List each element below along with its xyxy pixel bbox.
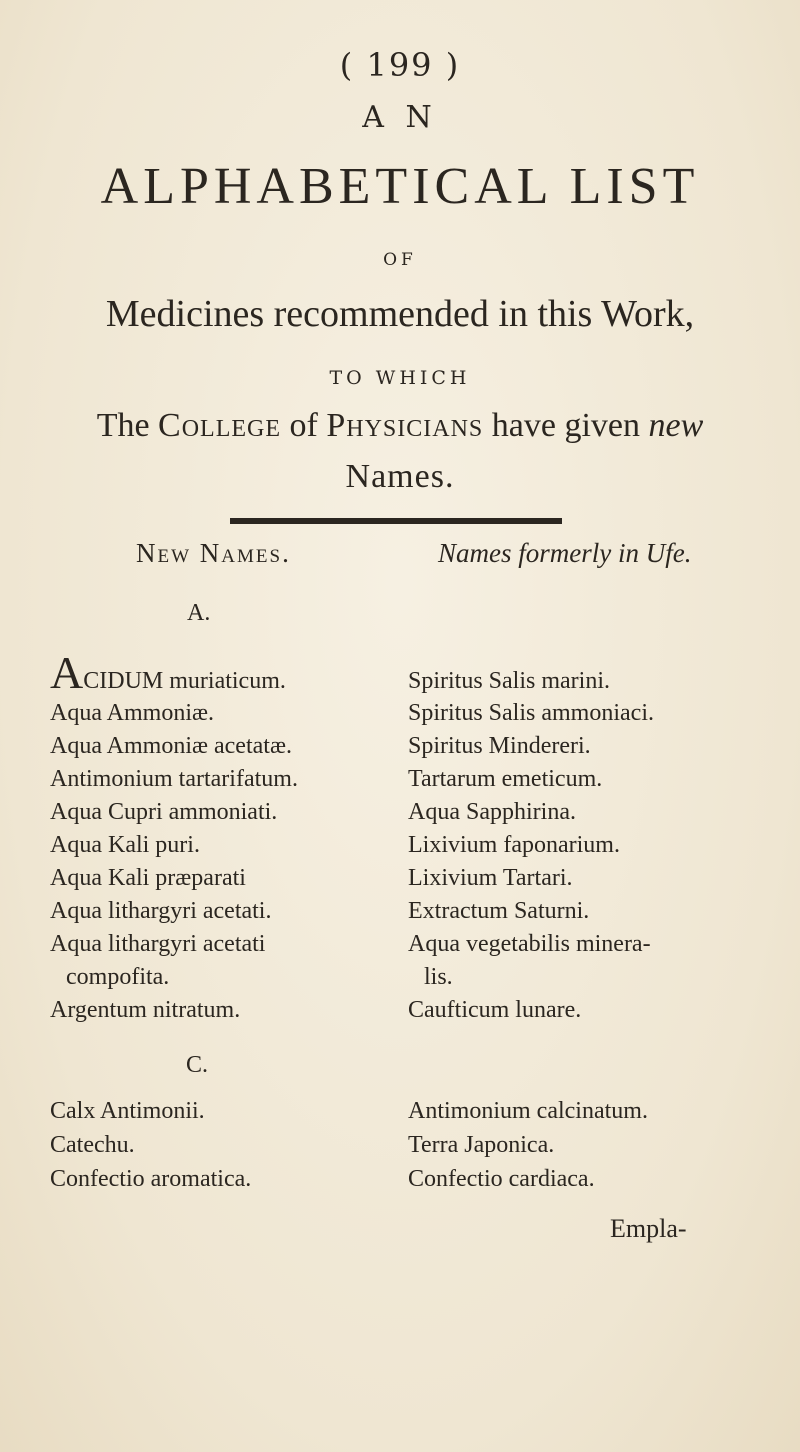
- list-item-new: Calx Antimonii.: [50, 1098, 205, 1124]
- page-title: ALPHABETICAL LIST: [100, 158, 700, 215]
- column-heading-old: Names formerly in Ufe.: [438, 538, 692, 568]
- list-item-new: Catechu.: [50, 1132, 135, 1158]
- list-item-new: Aqua Cupri ammoniati.: [50, 799, 278, 825]
- column-heading-new: New Names.: [136, 538, 291, 568]
- college-word: College: [158, 407, 282, 444]
- list-item-new: Aqua Ammoniæ acetatæ.: [50, 733, 292, 759]
- entry-new-rest: CIDUM muriaticum.: [83, 668, 286, 694]
- physicians-word: Physicians: [326, 407, 484, 444]
- list-item-new: Confectio aromatica.: [50, 1166, 252, 1192]
- list-item-new: Aqua lithargyri acetati.: [50, 898, 272, 924]
- list-item-new: Antimonium tartarifatum.: [50, 766, 298, 792]
- section-letter-c: C.: [186, 1052, 209, 1078]
- list-item-new: Aqua lithargyri acetati: [50, 931, 266, 957]
- catchword: Empla-: [610, 1214, 687, 1243]
- subtitle-college: [0, 407, 800, 445]
- list-item-old: Confectio cardiaca.: [408, 1166, 595, 1192]
- subtitle-names: Names.: [345, 458, 455, 495]
- heading-of: OF: [383, 250, 417, 270]
- list-item-new: [50, 647, 286, 698]
- college-post: have given: [483, 407, 649, 444]
- list-item-old: Spiritus Salis ammoniaci.: [408, 700, 654, 726]
- subtitle-medicines: Medicines recommended in this Work,: [105, 293, 695, 335]
- section-letter-a: A.: [187, 600, 211, 626]
- college-of: of: [281, 407, 327, 444]
- new-word: new: [648, 407, 704, 444]
- list-item-old: Lixivium Tartari.: [408, 865, 573, 891]
- heading-to-which: TO WHICH: [329, 367, 471, 389]
- list-item-old: Caufticum lunare.: [408, 997, 582, 1023]
- list-item-old: lis.: [424, 964, 453, 990]
- list-item-old: Antimonium calcinatum.: [408, 1098, 648, 1124]
- college-pre: The: [96, 407, 159, 444]
- list-item-new: Aqua Kali puri.: [50, 832, 200, 858]
- drop-cap: A: [50, 647, 84, 698]
- heading-an: A N: [362, 100, 438, 135]
- list-item-old: Lixivium faponarium.: [408, 832, 620, 858]
- list-item-new: Argentum nitratum.: [50, 997, 241, 1023]
- list-item-old: Aqua vegetabilis minera-: [408, 931, 651, 957]
- page-number: ( 199 ): [339, 46, 461, 84]
- list-item-new: compofita.: [66, 964, 170, 990]
- list-item-old: Aqua Sapphirina.: [408, 799, 576, 825]
- list-item-old: Spiritus Salis marini.: [408, 668, 611, 694]
- list-item-new: Aqua Ammoniæ.: [50, 700, 215, 726]
- list-item-old: Tartarum emeticum.: [408, 766, 603, 792]
- list-item-new: Aqua Kali præparati: [50, 865, 246, 891]
- list-item-old: Spiritus Mindereri.: [408, 733, 591, 759]
- divider-rule: [230, 518, 562, 524]
- list-item-old: Terra Japonica.: [408, 1132, 555, 1158]
- list-item-old: Extractum Saturni.: [408, 898, 590, 924]
